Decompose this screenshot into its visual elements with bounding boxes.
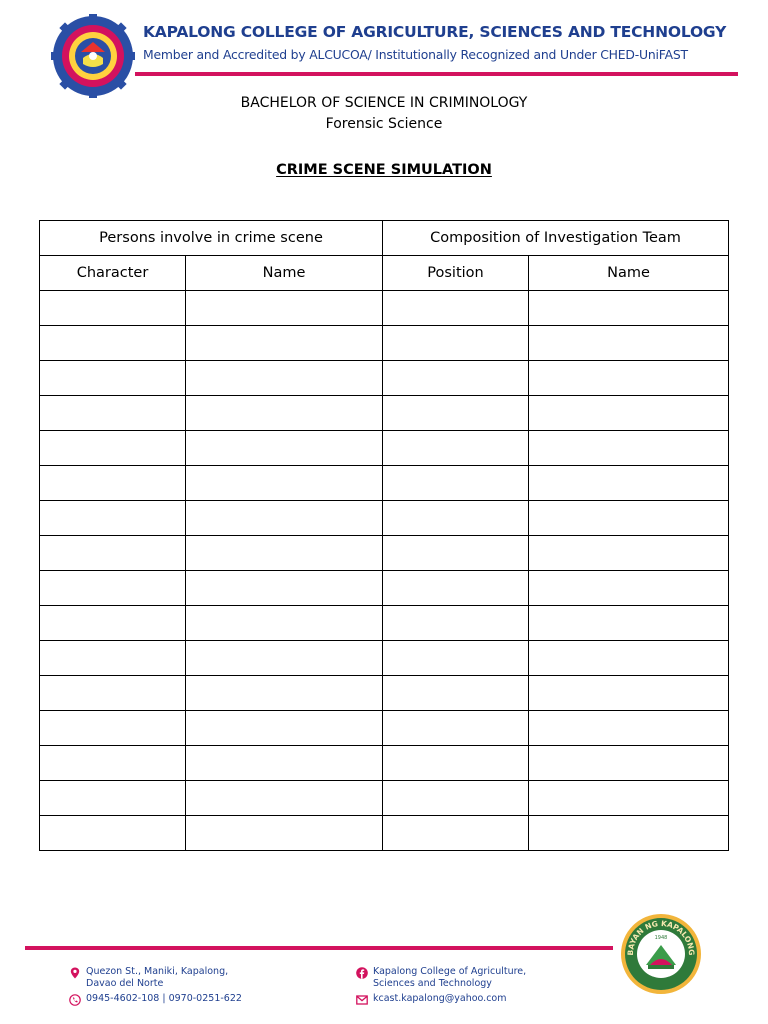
cell-person-name[interactable]: [186, 816, 383, 851]
table-row: [40, 676, 729, 711]
column-header-position: Position: [383, 256, 529, 291]
cell-person-name[interactable]: [186, 291, 383, 326]
cell-person-name[interactable]: [186, 641, 383, 676]
email-icon: [356, 994, 368, 1006]
cell-team-member-name[interactable]: [529, 711, 729, 746]
cell-position[interactable]: [383, 536, 529, 571]
cell-team-member-name[interactable]: [529, 746, 729, 781]
cell-person-name[interactable]: [186, 711, 383, 746]
cell-character[interactable]: [40, 466, 186, 501]
table-row: [40, 396, 729, 431]
cell-character[interactable]: [40, 326, 186, 361]
college-seal-logo: [51, 14, 135, 98]
subject-name: Forensic Science: [325, 116, 443, 132]
cell-position[interactable]: [383, 816, 529, 851]
cell-character[interactable]: [40, 781, 186, 816]
cell-team-member-name[interactable]: [529, 606, 729, 641]
cell-character[interactable]: [40, 291, 186, 326]
cell-character[interactable]: [40, 571, 186, 606]
cell-character[interactable]: [40, 361, 186, 396]
cell-person-name[interactable]: [186, 501, 383, 536]
facebook-line-2: Sciences and Technology: [373, 978, 492, 989]
column-header-character: Character: [40, 256, 186, 291]
cell-team-member-name[interactable]: [529, 431, 729, 466]
cell-character[interactable]: [40, 676, 186, 711]
cell-position[interactable]: [383, 291, 529, 326]
cell-position[interactable]: [383, 431, 529, 466]
table-row: [40, 326, 729, 361]
college-name: KAPALONG COLLEGE OF AGRICULTURE, SCIENCES AND TECHNOLOGY: [143, 23, 727, 41]
cell-position[interactable]: [383, 466, 529, 501]
letterhead: [0, 0, 768, 80]
column-header-name: Name: [529, 256, 729, 291]
email-text: kcast.kapalong@yahoo.com: [373, 993, 507, 1004]
location-pin-icon: [69, 967, 81, 979]
table-row: [40, 536, 729, 571]
cell-team-member-name[interactable]: [529, 396, 729, 431]
cell-person-name[interactable]: [186, 361, 383, 396]
cell-person-name[interactable]: [186, 571, 383, 606]
table-row: [40, 466, 729, 501]
facebook-line-1: Kapalong College of Agriculture,: [373, 966, 527, 977]
cell-character[interactable]: [40, 641, 186, 676]
cell-person-name[interactable]: [186, 466, 383, 501]
cell-team-member-name[interactable]: [529, 326, 729, 361]
cell-person-name[interactable]: [186, 606, 383, 641]
phone-text: 0945-4602-108 | 0970-0251-622: [86, 993, 242, 1004]
group-header-persons: Persons involve in crime scene: [40, 221, 383, 256]
cell-team-member-name[interactable]: [529, 466, 729, 501]
document-title: CRIME SCENE SIMULATION: [276, 162, 492, 178]
cell-character[interactable]: [40, 396, 186, 431]
cell-position[interactable]: [383, 571, 529, 606]
table-row: [40, 501, 729, 536]
cell-team-member-name[interactable]: [529, 781, 729, 816]
cell-person-name[interactable]: [186, 396, 383, 431]
table-row: [40, 291, 729, 326]
cell-team-member-name[interactable]: [529, 641, 729, 676]
cell-person-name[interactable]: [186, 676, 383, 711]
facebook-icon: [356, 967, 368, 979]
table-row: [40, 571, 729, 606]
table-row: [40, 361, 729, 396]
cell-position[interactable]: [383, 746, 529, 781]
column-header-name: Name: [186, 256, 383, 291]
cell-position[interactable]: [383, 781, 529, 816]
cell-person-name[interactable]: [186, 431, 383, 466]
municipal-seal-logo: [620, 913, 702, 995]
table-row: [40, 641, 729, 676]
cell-team-member-name[interactable]: [529, 536, 729, 571]
header-divider: [135, 72, 738, 76]
table-row: [40, 431, 729, 466]
table-row: [40, 711, 729, 746]
seal-year: 1948: [654, 935, 668, 941]
cell-team-member-name[interactable]: [529, 291, 729, 326]
footer-divider: [25, 946, 613, 950]
cell-person-name[interactable]: [186, 536, 383, 571]
cell-position[interactable]: [383, 606, 529, 641]
table-row: [40, 606, 729, 641]
accreditation-line: Member and Accredited by ALCUCOA/ Institutionally Recognized and Under CHED-UniFAST: [143, 47, 688, 62]
cell-position[interactable]: [383, 711, 529, 746]
cell-person-name[interactable]: [186, 781, 383, 816]
cell-character[interactable]: [40, 746, 186, 781]
cell-team-member-name[interactable]: [529, 501, 729, 536]
cell-character[interactable]: [40, 536, 186, 571]
cell-position[interactable]: [383, 361, 529, 396]
seal-name: BAYAN NG KAPALONG: [625, 918, 697, 956]
address-line-2: Davao del Norte: [86, 978, 164, 989]
cell-team-member-name[interactable]: [529, 676, 729, 711]
cell-character[interactable]: [40, 711, 186, 746]
address-line-1: Quezon St., Maniki, Kapalong,: [86, 966, 229, 977]
table-row: [40, 746, 729, 781]
cell-character[interactable]: [40, 431, 186, 466]
cell-position[interactable]: [383, 676, 529, 711]
cell-team-member-name[interactable]: [529, 361, 729, 396]
cell-character[interactable]: [40, 501, 186, 536]
cell-position[interactable]: [383, 501, 529, 536]
cell-character[interactable]: [40, 816, 186, 851]
table-row: [40, 816, 729, 851]
cell-person-name[interactable]: [186, 326, 383, 361]
cell-position[interactable]: [383, 326, 529, 361]
cell-character[interactable]: [40, 606, 186, 641]
crime-scene-table: [39, 220, 729, 851]
cell-person-name[interactable]: [186, 746, 383, 781]
table-row: [40, 781, 729, 816]
cell-position[interactable]: [383, 396, 529, 431]
group-header-investigation-team: Composition of Investigation Team: [383, 221, 729, 256]
degree-program: BACHELOR OF SCIENCE IN CRIMINOLOGY: [240, 95, 528, 111]
cell-position[interactable]: [383, 641, 529, 676]
phone-icon: [69, 994, 81, 1006]
cell-team-member-name[interactable]: [529, 816, 729, 851]
cell-team-member-name[interactable]: [529, 571, 729, 606]
